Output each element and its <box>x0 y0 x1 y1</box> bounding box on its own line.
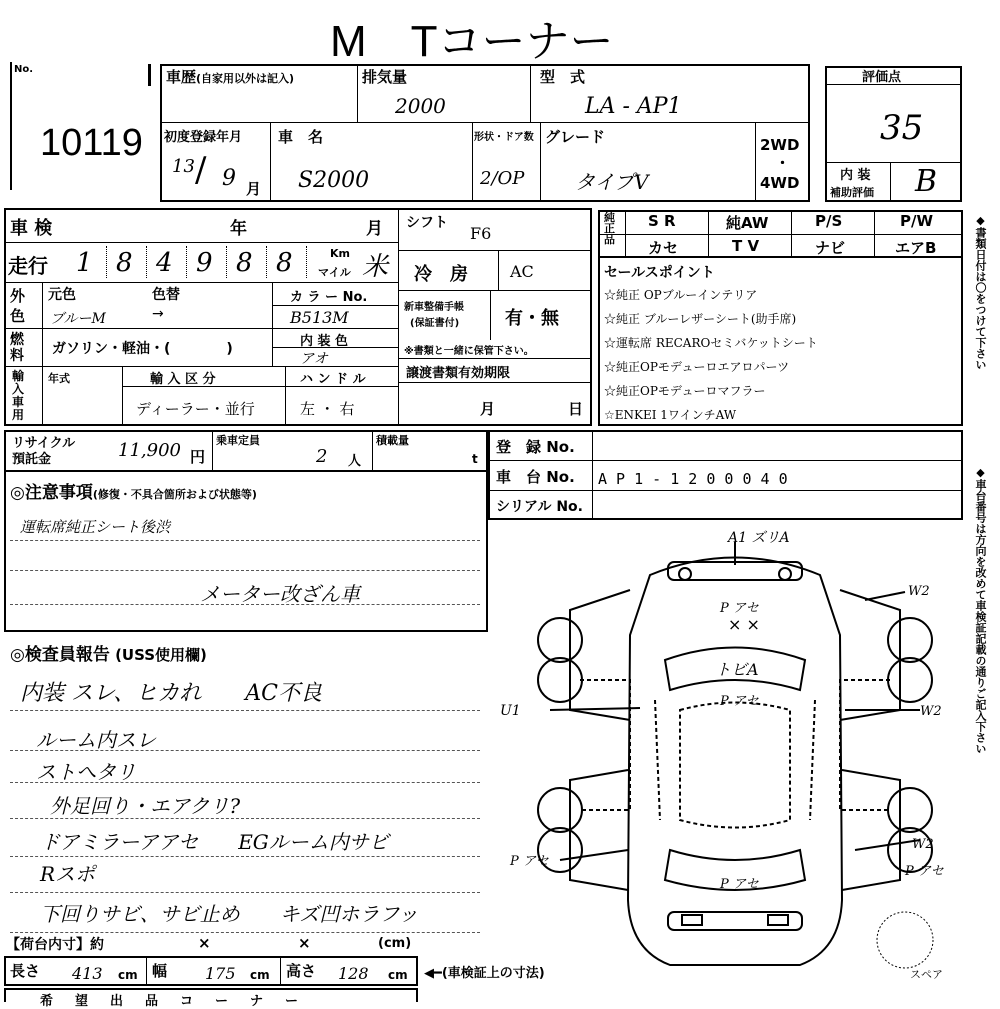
note-line: 運転席純正シート後渋 <box>20 518 171 536</box>
sales-point-item: ☆ENKEI 1ワインチAW <box>604 408 737 422</box>
bottom-corner-label: 希望出品コーナー <box>40 994 321 1009</box>
evaluation-label: 評価点 <box>862 70 902 85</box>
diagram-right-front-label: W2 <box>908 584 930 599</box>
displacement-value: 2000 <box>395 94 446 118</box>
notes-label: ◎注意事項(修復・不具合箇所および状態等) <box>10 483 257 503</box>
manual-label2: (保証書付) <box>410 318 460 329</box>
diagram-left-label: U1 <box>500 703 521 719</box>
inspection-month-unit: 月 <box>366 219 383 239</box>
load-label: 積載量 <box>376 434 409 447</box>
diagram-rear-right-label: P アセ <box>905 864 944 879</box>
width-value: 175 <box>205 964 236 983</box>
import-class-label: 輸 入 区 分 <box>150 372 216 387</box>
chassis-value: A P 1 - 1 2 0 0 0 4 0 <box>598 470 788 488</box>
first-registration-year: 13 <box>172 156 195 177</box>
car-name-label: 車 名 <box>278 128 324 146</box>
exterior-color-change: 色替 <box>152 287 180 303</box>
transfer-day-unit: 日 <box>568 400 584 418</box>
first-registration-slash: / <box>195 150 207 190</box>
diagram-hood2-label: P アセ <box>720 694 759 709</box>
import-year-label: 年式 <box>48 372 70 385</box>
import-label: 輸 入 車 用 <box>12 369 25 422</box>
transfer-month-unit: 月 <box>480 400 496 418</box>
spare-tire <box>877 912 933 968</box>
sales-point-item: ☆純正OPモデューロマフラー <box>604 384 766 398</box>
interior-color-value: アオ <box>300 351 328 367</box>
mileage-digit: 1 <box>76 248 93 278</box>
first-registration-label: 初度登録年月 <box>164 130 243 145</box>
mileage-digit: 4 <box>156 248 173 278</box>
width-label: 幅 <box>152 962 168 980</box>
manual-label1: 新車整備手帳 <box>404 302 464 313</box>
option-navi: ナビ <box>815 239 846 257</box>
grade-label: グレード <box>545 128 606 146</box>
height-value: 128 <box>338 964 369 983</box>
evaluation-value: 35 <box>880 108 924 148</box>
fuel-label: 燃 料 <box>10 332 24 364</box>
wheel-left-rear <box>538 788 582 832</box>
sales-point-item: ☆純正 OPブルーインテリア <box>604 288 758 302</box>
inspector-line: ストへタリ <box>36 760 136 784</box>
inspection-label: 車 検 <box>10 218 53 239</box>
model-label: 型 式 <box>540 68 586 86</box>
cargo-label: 【荷台内寸】約 <box>6 937 104 953</box>
recycle-value: 11,900 <box>118 440 181 461</box>
sales-points-label: セールスポイント <box>604 265 715 281</box>
diagram-hood-label: トビA <box>715 660 759 679</box>
right-rear-fender <box>842 770 900 890</box>
chassis-label: 車 台 No. <box>496 468 575 486</box>
interior-color-label: 内 装 色 <box>300 334 349 349</box>
car-name-value: S2000 <box>298 168 370 193</box>
option-tv: T V <box>732 237 760 255</box>
option-aw: 純AW <box>726 214 769 232</box>
recycle-label1: リサイクル <box>12 436 76 451</box>
diagram-spare-label: スペア <box>910 968 943 981</box>
drive-4wd: 4WD <box>760 174 800 192</box>
car-diagram <box>500 520 970 990</box>
interior-eval-label1: 内 装 <box>840 168 871 183</box>
first-registration-month: 9 <box>222 166 236 191</box>
width-unit: cm <box>250 968 270 982</box>
mileage-label: 走行 <box>8 254 48 278</box>
left-front-fender <box>570 590 630 720</box>
load-unit: t <box>472 452 478 466</box>
cargo-x1: × <box>198 934 211 952</box>
wheel-right-rear <box>888 788 932 832</box>
mileage-digit: 8 <box>276 248 293 278</box>
mileage-digit: 8 <box>116 248 133 278</box>
mileage-mark: 米 <box>362 252 389 282</box>
cargo-x2: × <box>298 934 311 952</box>
inspector-line: ルーム内スレ <box>36 728 156 752</box>
inspector-line: ドアミラーアアセ EGルーム内サビ <box>40 830 389 854</box>
side-note-chassis: ◆車台番号は方向を改めて車検証記載の通りご記入下さい <box>974 466 987 754</box>
wheel-right-front <box>888 618 932 662</box>
cargo-unit: (cm) <box>378 936 412 951</box>
shift-label: シフト <box>406 215 448 231</box>
options-genuine-label: 純 正 品 <box>604 211 615 246</box>
import-handle-label: ハ ン ド ル <box>300 372 366 387</box>
sales-point-item: ☆純正OPモデューロエアロパーツ <box>604 360 790 374</box>
mileage-unit-mile: マイル <box>318 266 351 279</box>
first-registration-month-unit: 月 <box>246 180 262 198</box>
option-cassette: カセ <box>648 239 679 257</box>
manual-value: 有・無 <box>505 308 559 329</box>
dimensions-note: ◀━(車検証上の寸法) <box>424 966 545 981</box>
model-value: LA - AP1 <box>585 94 682 119</box>
inspector-line: 内装 スレ、ヒカれ AC不良 <box>20 681 322 706</box>
body-doors-value: 2/OP <box>480 168 525 189</box>
diagram-roof-label: P アセ <box>720 601 759 616</box>
length-unit: cm <box>118 968 138 982</box>
inspection-year-unit: 年 <box>230 219 247 239</box>
wheel-left-front <box>538 618 582 662</box>
diagram-rear-left-label: P アセ <box>510 854 549 869</box>
exterior-color-value: ブルーM <box>50 311 106 327</box>
no-label: No. <box>14 64 34 75</box>
color-no-label: カ ラ ー No. <box>290 290 368 305</box>
grade-value: タイプV <box>575 170 649 194</box>
inspector-label: ◎検査員報告 (USS使用欄) <box>10 645 207 665</box>
mileage-unit-km: Km <box>330 247 350 260</box>
diagram-roof-mark: × × <box>728 615 760 634</box>
length-value: 413 <box>72 964 103 983</box>
left-rear-fender <box>570 770 628 890</box>
right-front-fender <box>840 590 900 720</box>
import-class-value: ディーラー・並行 <box>136 400 255 418</box>
diagram-top-label: A1 ズリA <box>728 530 790 546</box>
ac-value: AC <box>510 262 534 281</box>
color-no-value: B513M <box>290 308 349 327</box>
mileage-digit: 9 <box>196 248 213 278</box>
displacement-label: 排気量 <box>362 68 408 86</box>
transfer-docs-label: 譲渡書類有効期限 <box>406 366 511 381</box>
inspector-line: 下回りサビ、サビ止め キズ凹ホラフッ <box>40 902 418 926</box>
option-ps: P/S <box>815 212 843 230</box>
side-note-documents: ◆書類日付は〇をつけて下さい <box>974 214 987 370</box>
capacity-value: 2 <box>316 446 328 467</box>
manual-note: ※書類と一緒に保管下さい。 <box>404 346 534 357</box>
height-label: 高さ <box>286 962 317 980</box>
option-sr: S R <box>648 212 676 230</box>
diagram-rear-center-label: P アセ <box>720 877 759 892</box>
interior-eval-value: B <box>915 164 938 199</box>
history-label: 車歴(自家用以外は記入) <box>166 68 295 86</box>
fuel-options: ガソリン・軽油・( ) <box>52 341 233 357</box>
recycle-label2: 預託金 <box>12 452 52 467</box>
serial-label: シリアル No. <box>496 499 583 515</box>
ac-label: 冷 房 <box>414 264 468 285</box>
interior-eval-label2: 補助評価 <box>830 186 874 199</box>
drive-dot: ・ <box>775 154 791 172</box>
note-line: メーター改ざん車 <box>200 582 360 606</box>
exterior-color-arrow: → <box>152 306 164 322</box>
exterior-color-original: 元色 <box>48 287 76 303</box>
diagram-right-rear-label: W2 <box>912 837 934 852</box>
inspector-line: Rスポ <box>40 862 96 886</box>
capacity-unit: 人 <box>348 454 362 469</box>
sales-point-item: ☆純正 ブルーレザーシート(助手席) <box>604 312 797 326</box>
diagram-right-mid-label: W2 <box>920 704 942 719</box>
exterior-color-label: 外 色 <box>10 287 26 325</box>
recycle-unit: 円 <box>190 448 206 466</box>
height-unit: cm <box>388 968 408 982</box>
lot-number: 10119 <box>40 122 143 164</box>
page-title: M Tコーナー <box>330 17 614 66</box>
length-label: 長さ <box>10 962 41 980</box>
drive-2wd: 2WD <box>760 136 800 154</box>
registration-label: 登 録 No. <box>496 438 575 456</box>
mileage-digit: 8 <box>236 248 253 278</box>
inspector-line: 外足回り・エアクリ? <box>50 794 241 818</box>
import-handle-value: 左 ・ 右 <box>300 400 355 418</box>
shift-value: F6 <box>470 224 492 243</box>
option-airbag: エアB <box>895 239 937 257</box>
sales-point-item: ☆運転席 RECAROセミバケットシート <box>604 336 818 350</box>
capacity-label: 乗車定員 <box>216 434 260 447</box>
body-doors-label: 形状・ドア数 <box>474 132 534 143</box>
option-pw: P/W <box>900 212 934 230</box>
